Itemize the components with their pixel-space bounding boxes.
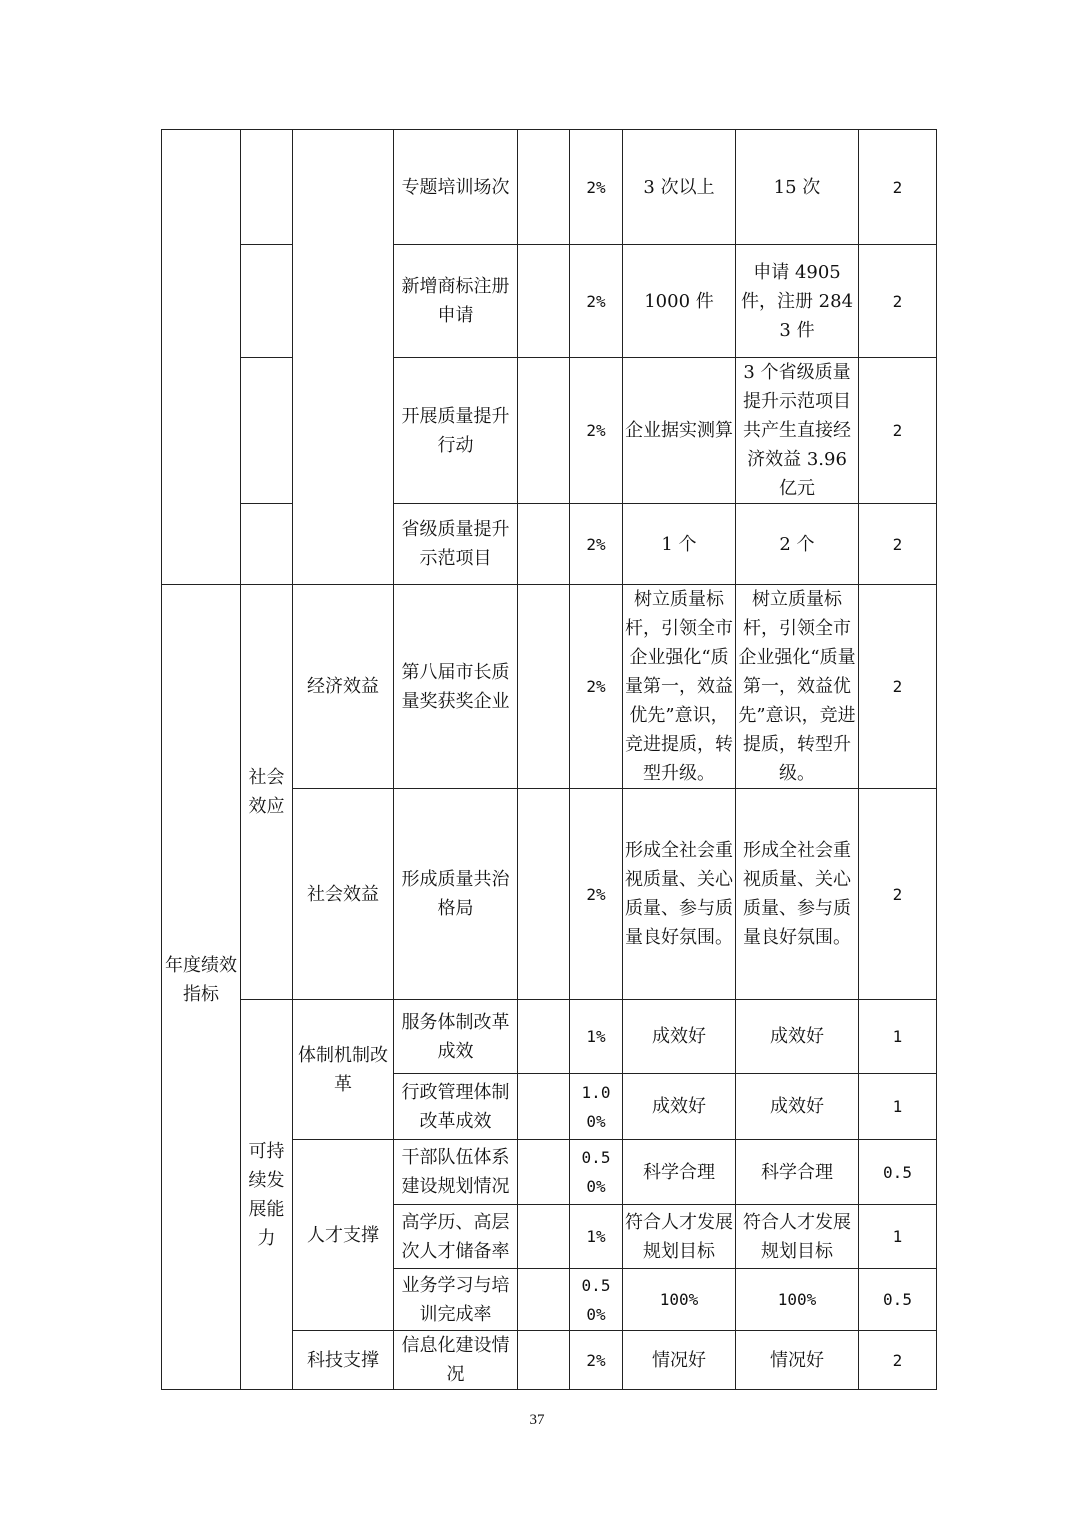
weight-cell: 0.50% — [570, 1140, 623, 1205]
actual-cell: 申请 4905 件，注册 2843 件 — [736, 245, 859, 358]
indicator-cell: 形成质量共治格局 — [394, 789, 518, 1000]
target-cell: 形成全社会重视质量、关心质量、参与质量良好氛围。 — [623, 789, 736, 1000]
indicator-cell: 省级质量提升示范项目 — [394, 504, 518, 585]
actual-cell: 15 次 — [736, 130, 859, 245]
actual-cell: 科学合理 — [736, 1140, 859, 1205]
actual-cell: 符合人才发展规划目标 — [736, 1205, 859, 1269]
score-cell: 1 — [859, 1000, 937, 1074]
table-row — [162, 245, 937, 358]
weight-cell: 2% — [570, 1331, 623, 1390]
actual-cell: 成效好 — [736, 1000, 859, 1074]
target-cell: 企业据实测算 — [623, 358, 736, 504]
subgroup-social: 社会效益 — [293, 789, 394, 1000]
empty-cell — [518, 1331, 570, 1390]
indicator-cell: 业务学习与培训完成率 — [394, 1269, 518, 1331]
empty-cell — [518, 789, 570, 1000]
table-row — [162, 504, 937, 585]
table-row — [162, 585, 937, 789]
target-cell: 100% — [623, 1269, 736, 1331]
indicator-cell: 新增商标注册申请 — [394, 245, 518, 358]
subgroup-institution: 体制机制改革 — [293, 1000, 394, 1140]
empty-cell — [241, 358, 293, 504]
table-row — [162, 358, 937, 504]
weight-cell: 2% — [570, 358, 623, 504]
target-cell: 成效好 — [623, 1074, 736, 1140]
weight-cell: 2% — [570, 585, 623, 789]
indicator-cell: 高学历、高层次人才储备率 — [394, 1205, 518, 1269]
score-cell: 0.5 — [859, 1140, 937, 1205]
score-cell: 1 — [859, 1074, 937, 1140]
table-row — [162, 130, 937, 245]
weight-cell: 1% — [570, 1000, 623, 1074]
indicator-cell: 开展质量提升行动 — [394, 358, 518, 504]
subgroup-tech: 科技支撑 — [293, 1331, 394, 1390]
target-cell: 3 次以上 — [623, 130, 736, 245]
empty-cell — [518, 1074, 570, 1140]
weight-cell: 2% — [570, 130, 623, 245]
score-cell: 2 — [859, 245, 937, 358]
score-cell: 2 — [859, 130, 937, 245]
score-cell: 2 — [859, 358, 937, 504]
indicator-cell: 第八届市长质量奖获奖企业 — [394, 585, 518, 789]
empty-cell — [518, 1000, 570, 1074]
empty-cell — [241, 245, 293, 358]
actual-cell: 成效好 — [736, 1074, 859, 1140]
actual-cell: 形成全社会重视质量、关心质量、参与质量良好氛围。 — [736, 789, 859, 1000]
actual-cell: 3 个省级质量提升示范项目共产生直接经济效益 3.96 亿元 — [736, 358, 859, 504]
empty-cell — [518, 504, 570, 585]
target-cell: 1 个 — [623, 504, 736, 585]
weight-cell: 2% — [570, 245, 623, 358]
target-cell: 1000 件 — [623, 245, 736, 358]
actual-cell: 100% — [736, 1269, 859, 1331]
empty-cell — [518, 1205, 570, 1269]
indicator-cell: 服务体制改革成效 — [394, 1000, 518, 1074]
indicator-cell: 行政管理体制改革成效 — [394, 1074, 518, 1140]
empty-cell — [241, 504, 293, 585]
empty-cell — [518, 1269, 570, 1331]
subgroup-economic: 经济效益 — [293, 585, 394, 789]
actual-cell: 情况好 — [736, 1331, 859, 1390]
empty-cell — [162, 130, 241, 585]
empty-cell — [518, 358, 570, 504]
score-cell: 0.5 — [859, 1269, 937, 1331]
weight-cell: 0.50% — [570, 1269, 623, 1331]
empty-cell — [241, 130, 293, 245]
empty-cell — [518, 585, 570, 789]
indicator-cell: 专题培训场次 — [394, 130, 518, 245]
weight-cell: 2% — [570, 504, 623, 585]
target-cell: 树立质量标杆，引领全市企业强化“质量第一，效益优先”意识，竞进提质，转型升级。 — [623, 585, 736, 789]
actual-cell: 树立质量标杆，引领全市企业强化“质量第一，效益优先”意识，竞进提质，转型升级。 — [736, 585, 859, 789]
score-cell: 1 — [859, 1205, 937, 1269]
indicator-cell: 干部队伍体系建设规划情况 — [394, 1140, 518, 1205]
empty-cell — [518, 245, 570, 358]
empty-cell — [518, 130, 570, 245]
target-cell: 符合人才发展规划目标 — [623, 1205, 736, 1269]
empty-cell — [518, 1140, 570, 1205]
group-sustainable: 可持续发展能力 — [241, 1000, 293, 1390]
weight-cell: 1% — [570, 1205, 623, 1269]
target-cell: 情况好 — [623, 1331, 736, 1390]
target-cell: 科学合理 — [623, 1140, 736, 1205]
table-row — [162, 1000, 937, 1074]
page-number: 37 — [529, 1412, 545, 1428]
subgroup-talent: 人才支撑 — [293, 1140, 394, 1331]
performance-table — [161, 129, 937, 1390]
group-social-effect: 社会效应 — [241, 585, 293, 1000]
empty-cell — [293, 130, 394, 585]
weight-cell: 1.00% — [570, 1074, 623, 1140]
actual-cell: 2 个 — [736, 504, 859, 585]
weight-cell: 2% — [570, 789, 623, 1000]
score-cell: 2 — [859, 585, 937, 789]
target-cell: 成效好 — [623, 1000, 736, 1074]
score-cell: 2 — [859, 789, 937, 1000]
indicator-cell: 信息化建设情况 — [394, 1331, 518, 1390]
score-cell: 2 — [859, 504, 937, 585]
group-annual-indicators: 年度绩效指标 — [162, 585, 241, 1390]
score-cell: 2 — [859, 1331, 937, 1390]
